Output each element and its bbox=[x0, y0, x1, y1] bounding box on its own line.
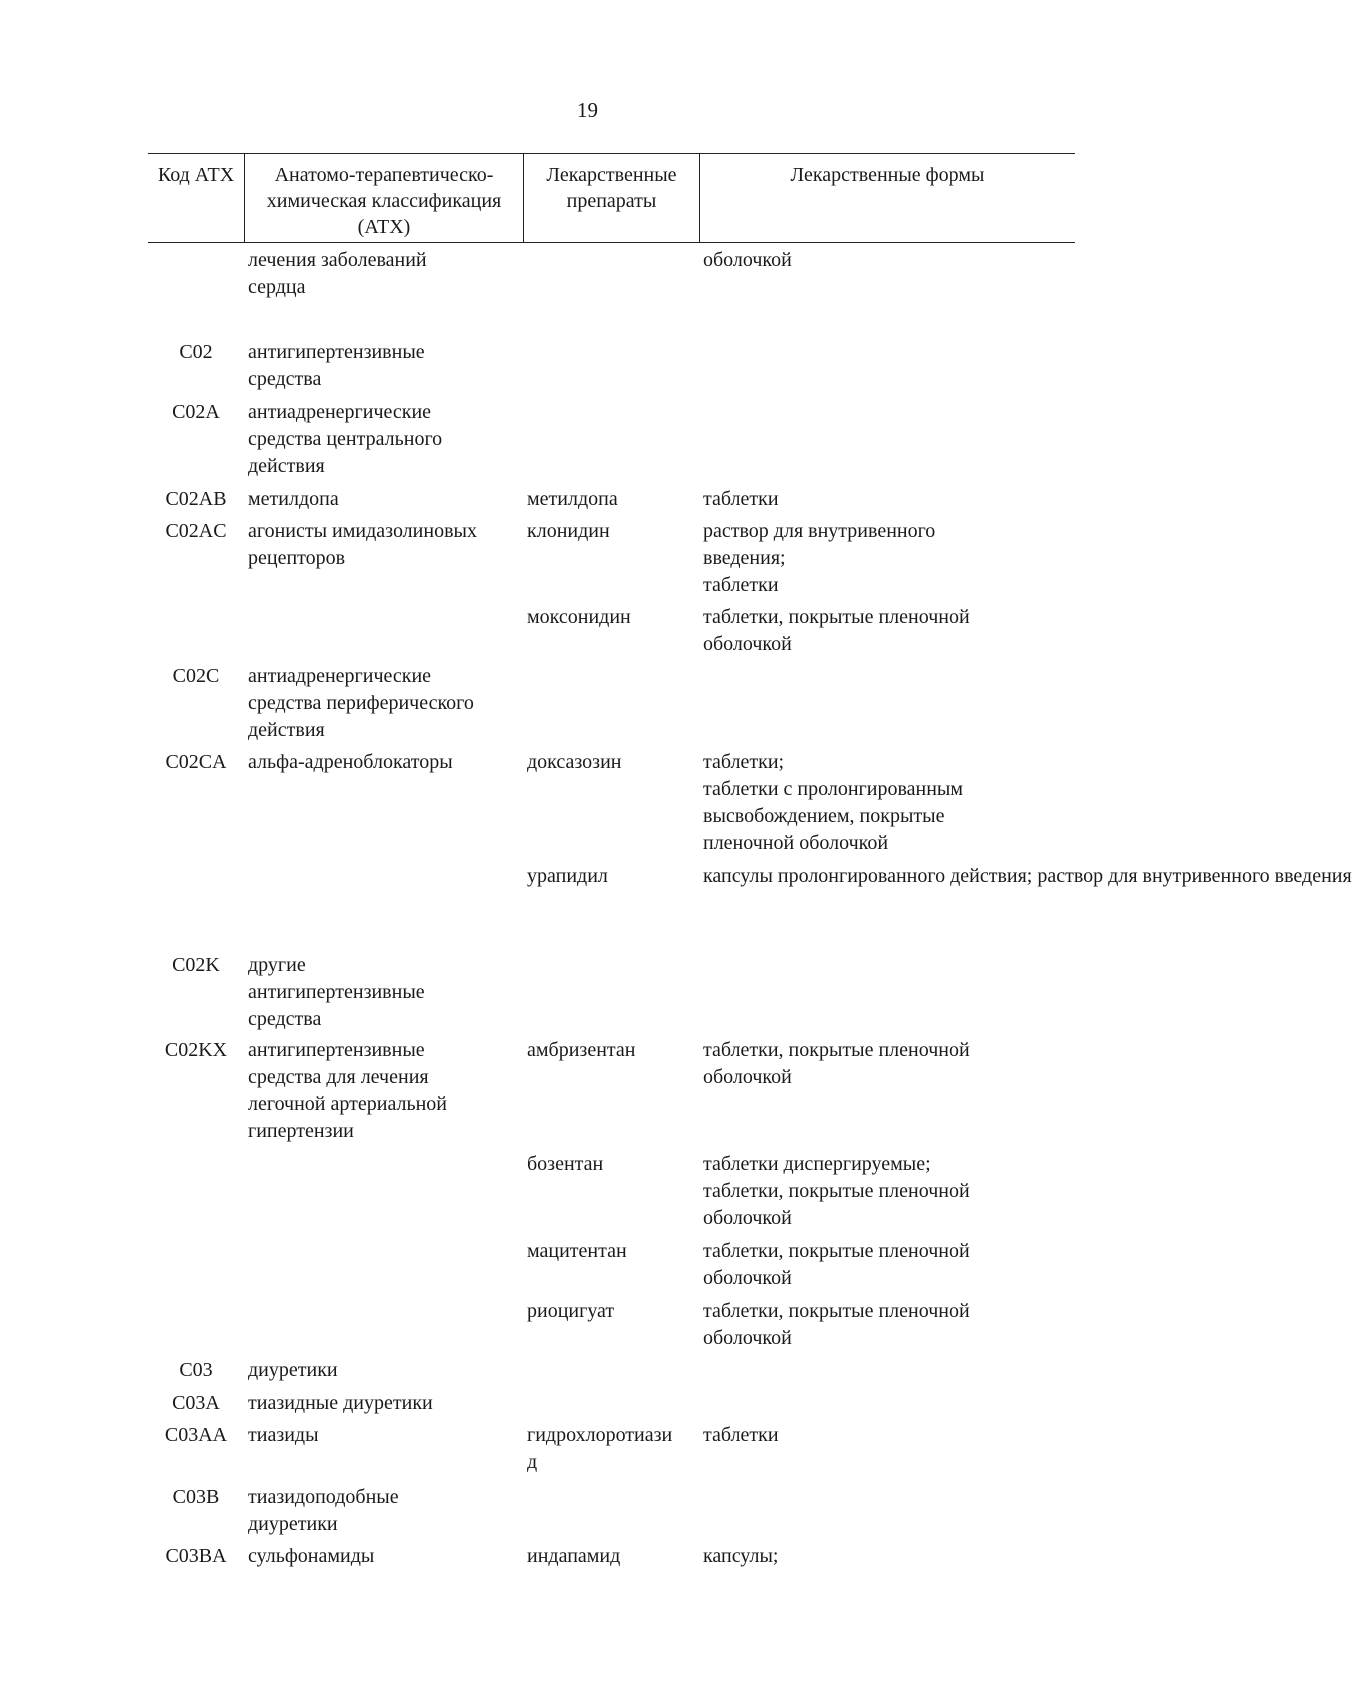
cell-atc: сульфонамиды bbox=[248, 1545, 375, 1567]
cell-code: C02 bbox=[179, 341, 213, 363]
cell-drug: клонидин bbox=[527, 520, 610, 542]
cell-atc: антиадренергические средства периферического действия bbox=[248, 665, 474, 741]
cell-code: C02AB bbox=[165, 488, 227, 510]
cell-form: таблетки; таблетки с пролонгированным высвобождением, покрытые пленочной оболочкой bbox=[703, 751, 964, 854]
cell-drug: метилдопа bbox=[527, 488, 618, 510]
cell-form: таблетки, покрытые пленочной оболочкой bbox=[703, 1240, 970, 1289]
cell-code: C02CA bbox=[165, 751, 227, 773]
cell-atc: тиазидоподобные диуретики bbox=[248, 1486, 399, 1535]
cell-atc: тиазиды bbox=[248, 1424, 319, 1446]
cell-form: таблетки bbox=[703, 488, 779, 510]
cell-code: C02A bbox=[172, 401, 220, 423]
cell-drug: бозентан bbox=[527, 1153, 604, 1175]
cell-drug: моксонидин bbox=[527, 606, 631, 628]
header-drugs-label: Лекарственные препараты bbox=[546, 164, 677, 212]
cell-code: C03B bbox=[172, 1486, 220, 1508]
cell-atc: агонисты имидазолиновых рецепторов bbox=[248, 520, 477, 569]
cell-drug: амбризентан bbox=[527, 1039, 636, 1061]
cell-atc: тиазидные диуретики bbox=[248, 1392, 433, 1414]
cell-code: C03 bbox=[179, 1359, 213, 1381]
cell-form: раствор для внутривенного введения; таблетки bbox=[703, 520, 936, 596]
cell-drug: риоцигуат bbox=[527, 1300, 615, 1322]
cell-atc: альфа-адреноблокаторы bbox=[248, 751, 453, 773]
cell-form: таблетки, покрытые пленочной оболочкой bbox=[703, 1039, 970, 1088]
cell-form: капсулы пролонгированного действия; раствор для внутривенного введения bbox=[703, 865, 1352, 887]
cell-code: C02KX bbox=[164, 1039, 228, 1061]
cell-form: таблетки, покрытые пленочной оболочкой bbox=[703, 606, 970, 655]
cell-form: таблетки bbox=[703, 1424, 779, 1446]
cell-atc: другие антигипертензивные средства bbox=[248, 954, 425, 1030]
cell-code: C03BA bbox=[165, 1545, 227, 1567]
cell-drug: мацитентан bbox=[527, 1240, 627, 1262]
cell-code: C02AC bbox=[165, 520, 227, 542]
cell-drug: гидрохлоротиази д bbox=[527, 1424, 673, 1473]
cell-drug: индапамид bbox=[527, 1545, 621, 1567]
cell-drug: урапидил bbox=[527, 865, 608, 887]
cell-atc: антигипертензивные средства bbox=[248, 341, 425, 390]
cell-atc: метилдопа bbox=[248, 488, 339, 510]
cell-atc: антигипертензивные средства для лечения легочной артериальной гипертензии bbox=[248, 1039, 448, 1142]
cell-code: C03AA bbox=[164, 1424, 228, 1446]
cell-form: таблетки, покрытые пленочной оболочкой bbox=[703, 1300, 970, 1349]
cell-atc: антиадренергические средства центрального действия bbox=[248, 401, 443, 477]
header-forms: Лекарственные формы bbox=[790, 164, 985, 186]
header-code: Код АТХ bbox=[157, 164, 235, 186]
cell-atc: лечения заболеваний сердца bbox=[248, 249, 427, 298]
cell-code: C03A bbox=[172, 1392, 220, 1414]
cell-atc: диуретики bbox=[248, 1359, 338, 1381]
cell-form: капсулы; bbox=[703, 1545, 779, 1567]
cell-code: C02K bbox=[172, 954, 220, 976]
cell-drug: доксазозин bbox=[527, 751, 622, 773]
header-atc-label: Анатомо-терапевтическо-химическая классификация (АТХ) bbox=[266, 164, 502, 238]
page-number: 19 bbox=[577, 98, 598, 122]
cell-code: C02C bbox=[172, 665, 220, 687]
cell-form: таблетки диспергируемые; таблетки, покрытые пленочной оболочкой bbox=[703, 1153, 970, 1229]
cell-form: оболочкой bbox=[703, 249, 792, 271]
